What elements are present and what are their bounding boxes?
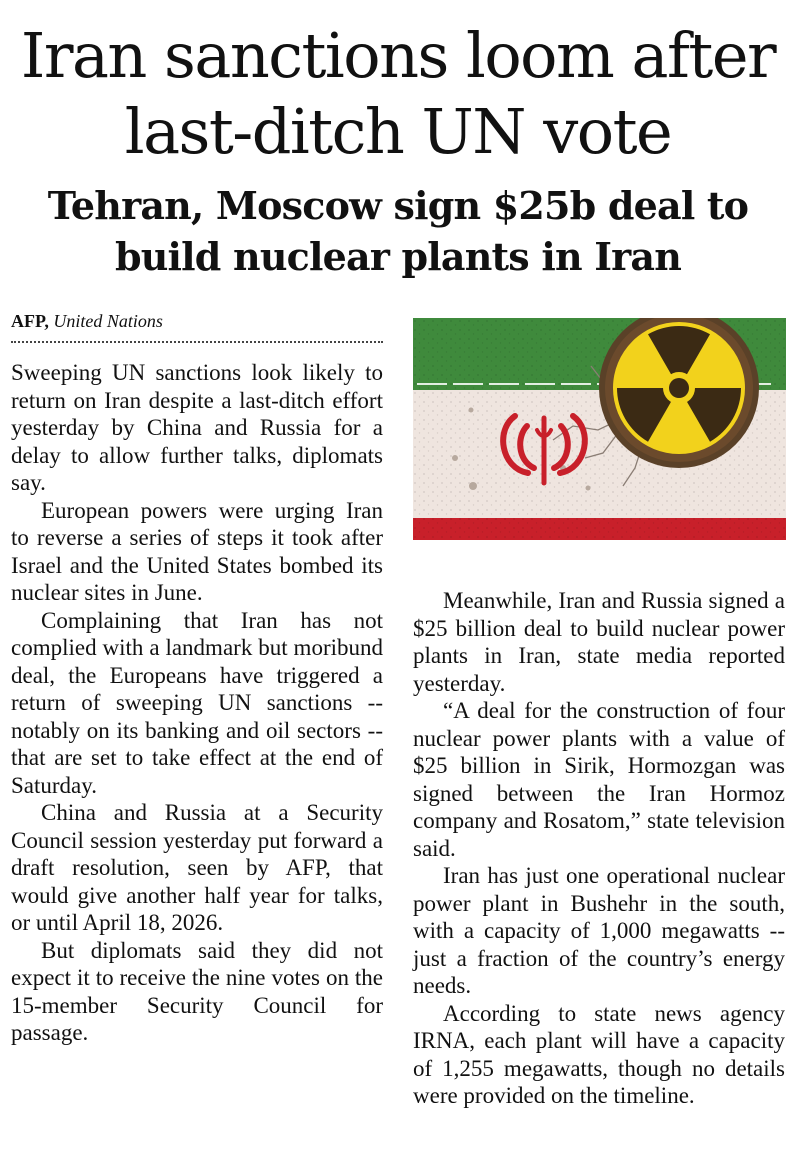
paragraph: Sweeping UN sanctions look likely to return on Iran despite a last-ditch effort yesterday by China and Russia for a delay to allow further talks, diplomats say. xyxy=(11,360,383,495)
paragraph: Meanwhile, Iran and Russia signed a $25 billion deal to build nuclear power plants in Iran, state media reported yesterday. xyxy=(413,588,785,696)
iran-flag-illustration xyxy=(413,318,786,540)
paragraph: Complaining that Iran has not complied with a landmark but moribund deal, the Europeans have triggered a return of sweeping UN sanctions -- notably on its banking and oil sectors -- that are set to take effect at the end of Saturday. xyxy=(11,607,383,798)
byline-location: United Nations xyxy=(53,311,163,331)
paragraph: China and Russia at a Security Council session yesterday put forward a draft resolution, seen by AFP, that would give another half year for talks, or until April 18, 2026. xyxy=(11,800,383,935)
article-photo xyxy=(413,318,786,540)
byline-agency: AFP, xyxy=(11,311,49,331)
byline-divider xyxy=(11,341,383,343)
paragraph: But diplomats said they did not expect it to receive the nine votes on the 15-member Security Council for passage. xyxy=(11,937,383,1045)
paragraph: “A deal for the construction of four nuclear power plants with a value of $25 billion in Sirik, Hormozgan was signed between the Iran Hormoz company and Rosatom,” state television said. xyxy=(413,698,785,861)
article-column-right xyxy=(413,587,785,1110)
article-column-left xyxy=(11,359,383,1047)
paragraph: According to state news agency IRNA, each plant will have a capacity of 1,255 megawatts, though no details were provided on the timeline. xyxy=(413,1000,785,1108)
paragraph: Iran has just one operational nuclear power plant in Bushehr in the south, with a capacity of 1,000 megawatts -- just a fraction of the country’s energy needs. xyxy=(413,863,785,998)
headline: Iran sanctions loom after last-ditch UN vote xyxy=(20,19,776,168)
subhead: Tehran, Moscow sign $25b deal to build nuclear plants in Iran xyxy=(47,183,749,279)
byline xyxy=(11,310,163,332)
paragraph: European powers were urging Iran to reverse a series of steps it took after Israel and the United States bombed its nuclear sites in June. xyxy=(11,497,383,605)
